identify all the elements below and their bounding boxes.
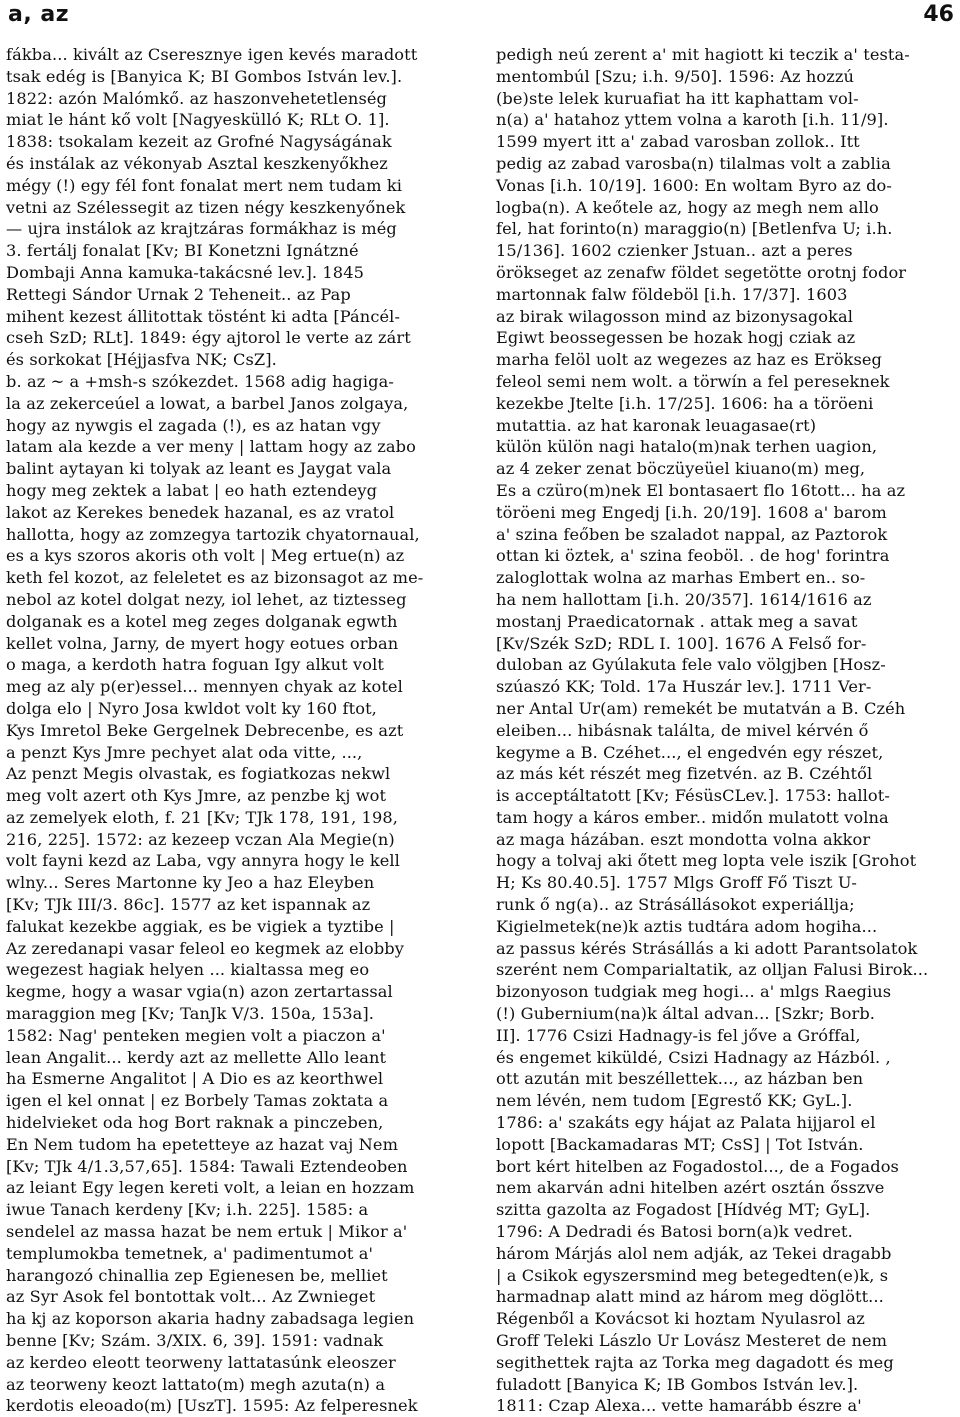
- text-line: tsak edég is [Banyica K; BI Gombos István lev.].: [6, 66, 403, 86]
- text-line: II]. 1776 Csizi Hadnagy-is fel jőve a Gróffal,: [496, 1025, 861, 1045]
- text-line: runk ő ng(a).. az Strásállásokot experiállja;: [496, 895, 855, 915]
- text-line: kellet volna, Jarny, de myert hogy eotues orban: [6, 633, 399, 653]
- text-line: H; Ks 80.40.5]. 1757 Mlgs Groff Fő Tiszt U-: [496, 873, 857, 893]
- text-line: dolga elo | Nyro Josa kwldot volt ky 160 ftot,: [6, 698, 377, 718]
- text-line: harmadnap alatt mind az három meg döglött...: [496, 1287, 884, 1307]
- text-line: wegezest hagiak helyen ... kialtassa meg eo: [6, 960, 370, 980]
- text-line: volt fayni kezd az Laba, vgy annyra hogy le kell: [6, 851, 400, 871]
- text-line: dolganak es a kotel meg zeges dolganak egwth: [6, 611, 398, 631]
- text-line: vetni az Szélessegit az tizen négy keszkenyőnek: [6, 197, 406, 217]
- text-line: ha nem hallottam [i.h. 20/357]. 1614/1616 az: [496, 589, 872, 609]
- text-line: maraggion meg [Kv; TanJk V/3. 150a, 153a].: [6, 1004, 375, 1024]
- text-line: fákba... kivált az Cseresznye igen kevés maradott: [6, 45, 418, 64]
- text-line: balint aytayan ki tolyak az leant es Jaygat vala: [6, 459, 392, 479]
- text-line: 1786: a' szakáts egy hájat az Palata hijjarol el: [496, 1113, 876, 1133]
- text-line: fel, hat forinto(n) maraggio(n) [Betlenfva U; i.h.: [496, 219, 893, 239]
- text-line: az teorweny keozt lattato(m) megh azuta(n) a: [6, 1374, 386, 1394]
- text-line: miat le hánt kő volt [Nagyeskülló K; RLt O. 1].: [6, 110, 390, 130]
- text-line: az leiant Egy legen kereti volt, a leian en hozzam: [6, 1178, 415, 1198]
- text-line: Vonas [i.h. 10/19]. 1600: En woltam Byro az do-: [496, 175, 892, 195]
- text-line: segithettek rajta az Torka meg dagadott és meg: [496, 1352, 894, 1372]
- text-line: duloban az Gyúlakuta fele valo völgjben [Hosz-: [496, 655, 886, 675]
- text-line: pedigh neú zerent a' mit hagiott ki teczik a' testa-: [496, 45, 910, 64]
- text-line: (be)ste lelek kuruafiat ha itt kaphattam vol-: [496, 88, 859, 108]
- text-line: kegme, hogy a wasar vgia(n) azon zertartassal: [6, 982, 393, 1002]
- text-line: [Kv; TJk III/3. 86c]. 1577 az ket ispannak az: [6, 895, 371, 915]
- text-line: a penzt Kys Jmre pechyet alat oda vitte, ...,: [6, 742, 363, 762]
- text-line: martonnak falw földeböl [i.h. 17/37]. 1603: [496, 284, 848, 304]
- text-line: és instálak az vékonyab Asztal keszkenyőkhez: [6, 153, 388, 173]
- text-line: 1599 myert itt a' zabad varosban zollok.. Itt: [496, 132, 860, 152]
- text-line: 3. fertálj fonalat [Kv; BI Konetzni Ignátzné: [6, 241, 359, 261]
- text-line: ottan ki öztek, a' szina feoböl. . de hog' forintra: [496, 546, 890, 566]
- running-head: a, az: [8, 2, 70, 27]
- text-line: hogy a tolvaj aki őtett meg lopta vele iszik [Grohot: [496, 851, 917, 871]
- text-line: mostanj Praedicatornak . attak meg a savat: [496, 611, 858, 631]
- text-line: latam ala kezde a ver meny | lattam hogy az zabo: [6, 437, 416, 457]
- right-text-column: [496, 44, 948, 1416]
- text-line: feleol semi nem wolt. a törwín a fel pereseknek: [496, 371, 890, 391]
- text-line: b. az ~ a +msh-s szókezdet. 1568 adig hagiga-: [6, 371, 394, 391]
- text-line: mentombúl [Szu; i.h. 9/50]. 1596: Az hozzú: [496, 66, 855, 86]
- text-line: 216, 225]. 1572: az kezeep vczan Ala Megie(n): [6, 829, 395, 849]
- text-line: kezekbe Jtelte [i.h. 17/25]. 1606: ha a töröeni: [496, 393, 874, 413]
- text-line: az maga házában. eszt mondotta volna akkor: [496, 829, 871, 849]
- text-line: kegyme a B. Czéhet..., el engedvén egy részet,: [496, 742, 884, 762]
- text-line: o maga, a kerdoth hatra foguan Igy alkut volt: [6, 655, 384, 675]
- text-line: az birak wilagosson mind az bizonysagokal: [496, 306, 854, 326]
- text-line: nem lévén, nem tudom [Egrestő KK; GyL.].: [496, 1091, 853, 1111]
- text-line: falukat kezekbe aggiak, es be vigiek a tyztibe |: [6, 916, 395, 936]
- text-line: mutattia. az hat karonak leuagasae(rt): [496, 415, 817, 435]
- page-number: 46: [923, 2, 954, 27]
- text-line: is acceptáltatott [Kv; FésüsCLev.]. 1753: hallot-: [496, 786, 890, 806]
- text-line: az passus kérés Strásállás a ki adott Parantsolatok: [496, 938, 918, 958]
- text-line: — ujra instálok az krajtzáras formákhaz is még: [6, 219, 397, 239]
- text-line: Groff Teleki Lászlo Ur Lovász Mesteret de nem: [496, 1331, 888, 1351]
- text-line: az kerdeo eleott teorweny lattatasúnk eleoszer: [6, 1352, 396, 1372]
- text-line: (!) Gubernium(na)k által advan... [Szkr; Borb.: [496, 1004, 876, 1024]
- text-line: Az zeredanapi vasar feleol eo kegmek az elobby: [6, 938, 405, 958]
- left-text-column: [6, 44, 458, 1416]
- text-line: az zemelyek eloth, f. 21 [Kv; TJk 178, 191, 198,: [6, 807, 399, 827]
- text-line: az Syr Asok fel bontottak volt... Az Zwnieget: [6, 1287, 376, 1307]
- text-line: Rettegi Sándor Urnak 2 Teheneit.. az Pap: [6, 284, 351, 304]
- text-line: és sorkokat [Héjjasfva NK; CsZ].: [6, 350, 277, 370]
- text-line: szúaszó KK; Told. 17a Huszár lev.]. 1711 Ver-: [496, 677, 872, 697]
- text-line: hallotta, hogy az zomzegya tartozik chyatornaual,: [6, 524, 420, 544]
- text-line: la az zekerceúel a lowat, a barbel Janos zolgaya,: [6, 393, 409, 413]
- text-line: Es a czüro(m)nek El bontasaert flo 16tott... ha az: [496, 480, 906, 500]
- text-line: nebol az kotel dolgat nezy, iol lehet, az tiztesseg: [6, 589, 407, 609]
- text-line: mihent kezest állitottak töstént ki adta [Páncél-: [6, 306, 401, 326]
- text-line: ner Antal Ur(am) remekét be mutatván a B. Czéh: [496, 698, 906, 718]
- text-line: wlny... Seres Martonne ky Jeo a haz Eleyben: [6, 873, 375, 893]
- text-line: Az penzt Megis olvastak, es fogiatkozas nekwl: [6, 764, 391, 784]
- text-line: lean Angalit... kerdy azt az mellette Allo leant: [6, 1047, 387, 1067]
- text-line: igen el kel onnat | ez Borbely Tamas zoktata a: [6, 1091, 389, 1111]
- text-line: hogy meg zektek a labat | eo hath eztendeyg: [6, 480, 378, 500]
- text-line: Kigielmetek(ne)k aztis tudtára adom hogiha...: [496, 916, 878, 936]
- page-header: [0, 0, 960, 36]
- text-line: kerdotis eleoado(m) [UszT]. 1595: Az felperesnek: [6, 1396, 418, 1416]
- text-line: szerént nem Comparialtatik, az olljan Falusi Birok...: [496, 960, 929, 980]
- text-line: zaloglottak wolna az marhas Embert en.. so-: [496, 568, 866, 588]
- text-line: töröeni meg Engedj [i.h. 20/19]. 1608 a' barom: [496, 502, 887, 522]
- text-line: [Kv/Szék SzD; RDL I. 100]. 1676 A Felső for-: [496, 633, 867, 653]
- text-line: 15/136]. 1602 czienker Jstuan.. azt a peres: [496, 241, 853, 261]
- text-line: keth fel kozot, az feleletet es az bizonsagot az me-: [6, 568, 424, 588]
- text-line: Dombaji Anna kamuka-takácsné lev.]. 1845: [6, 262, 364, 282]
- text-line: 1838: tsokalam kezeit az Grofné Nagyságának: [6, 132, 392, 152]
- text-line: fuladott [Banyica K; IB Gombos István lev.].: [496, 1374, 859, 1394]
- text-line: hogy az nywgis el zagada (!), es az hatan vgy: [6, 415, 381, 435]
- text-line: [Kv; TJk 4/1.3,57,65]. 1584: Tawali Eztendeoben: [6, 1156, 408, 1176]
- text-line: ott azután mit beszéllettek..., az házban ben: [496, 1069, 864, 1089]
- text-line: cseh SzD; RLt]. 1849: égy ajtorol le verte az zárt: [6, 328, 411, 348]
- text-line: Kys Imretol Beke Gergelnek Debrecenbe, es azt: [6, 720, 404, 740]
- text-line: hidelvieket oda hog Bort raknak a pinczeben,: [6, 1113, 384, 1133]
- text-line: harangozó chinallia zep Egienesen be, melliet: [6, 1265, 388, 1285]
- text-line: logba(n). A keőtele az, hogy az megh nem allo: [496, 197, 879, 217]
- text-line: n(a) a' hatahoz yttem volna a karoth [i.h. 11/9].: [496, 110, 889, 130]
- text-line: sendelel az massa hazat be nem ertuk | Mikor a': [6, 1222, 408, 1242]
- text-line: mégy (!) egy fél font fonalat mert nem tudam ki: [6, 175, 403, 195]
- text-line: templumokba temetnek, a' padimentumot a': [6, 1243, 374, 1263]
- text-line: örökseget az zenafw földet segetötte orotnj fodor: [496, 262, 907, 282]
- text-line: pedig az zabad varosba(n) tilalmas volt a zablia: [496, 153, 891, 173]
- text-line: lopott [Backamadaras MT; CsS] | Tot István.: [496, 1134, 864, 1154]
- text-line: meg volt azert oth Kys Jmre, az penzbe kj wot: [6, 786, 387, 806]
- text-line: az más két részét meg fizetvén. az B. Czéhtől: [496, 764, 873, 784]
- text-line: 1822: azón Malómkő. az haszonvehetetlenség: [6, 88, 387, 108]
- text-line: benne [Kv; Szám. 3/XIX. 6, 39]. 1591: vadnak: [6, 1331, 384, 1351]
- text-line: a' szina feőben be szaladot nappal, az Paztorok: [496, 524, 888, 544]
- text-line: es a kys szoros akoris oth volt | Meg ertue(n) az: [6, 546, 405, 566]
- text-line: Egiwt beossegessen be hozak hogj cziak az: [496, 328, 856, 348]
- text-line: 1582: Nag' penteken megien volt a piaczon a': [6, 1025, 386, 1045]
- text-line: bizonyoson tudgiak meg hogi... a' mlgs Raegius: [496, 982, 892, 1002]
- text-line: ha kj az koporson akaria hadny zabadsaga legien: [6, 1309, 415, 1329]
- text-line: eleiben... hibásnak találta, de mivel kérvén ő: [496, 720, 869, 740]
- text-line: marha felöl uolt az wegezes az haz es Erökseg: [496, 350, 883, 370]
- text-line: három Márjás alol nem adják, az Tekei dragabb: [496, 1243, 892, 1263]
- text-line: külön külön nagi hatalo(m)nak terhen uagion,: [496, 437, 878, 457]
- text-line: lakot az Kerekes benedek hazanal, es az vratol: [6, 502, 395, 522]
- text-line: tam hogy a káros ember.. midőn mulatott volna: [496, 807, 889, 827]
- text-line: meg az aly p(er)essel... mennyen chyak az kotel: [6, 677, 403, 697]
- text-line: és engemet kiküldé, Csizi Hadnagy az Házból. ,: [496, 1047, 891, 1067]
- text-line: En Nem tudom ha epetetteye az hazat vaj Nem: [6, 1134, 399, 1154]
- text-line: 1796: A Dedradi és Batosi born(a)k vedret.: [496, 1222, 853, 1242]
- text-line: nem akarván adni hitelben azért osztán ősszve: [496, 1178, 885, 1198]
- text-line: | a Csikok egyszersmind meg betegedten(e)k, s: [496, 1265, 889, 1285]
- text-line: az 4 zeker zenat böczüyeüel kiuano(m) meg,: [496, 459, 866, 479]
- text-line: 1811: Czap Alexa... vette hamarább észre a': [496, 1396, 862, 1416]
- text-line: szitta gazolta az Fogadost [Hídvég MT; GyL].: [496, 1200, 871, 1220]
- text-line: Régenből a Kovácsot ki hoztam Nyulasrol az: [496, 1309, 865, 1329]
- text-line: bort kért hitelben az Fogadostol..., de a Fogados: [496, 1156, 899, 1176]
- text-line: iwue Tanach kerdeny [Kv; i.h. 225]. 1585: a: [6, 1200, 369, 1220]
- text-line: ha Esmerne Angalitot | A Dio es az keorthwel: [6, 1069, 384, 1089]
